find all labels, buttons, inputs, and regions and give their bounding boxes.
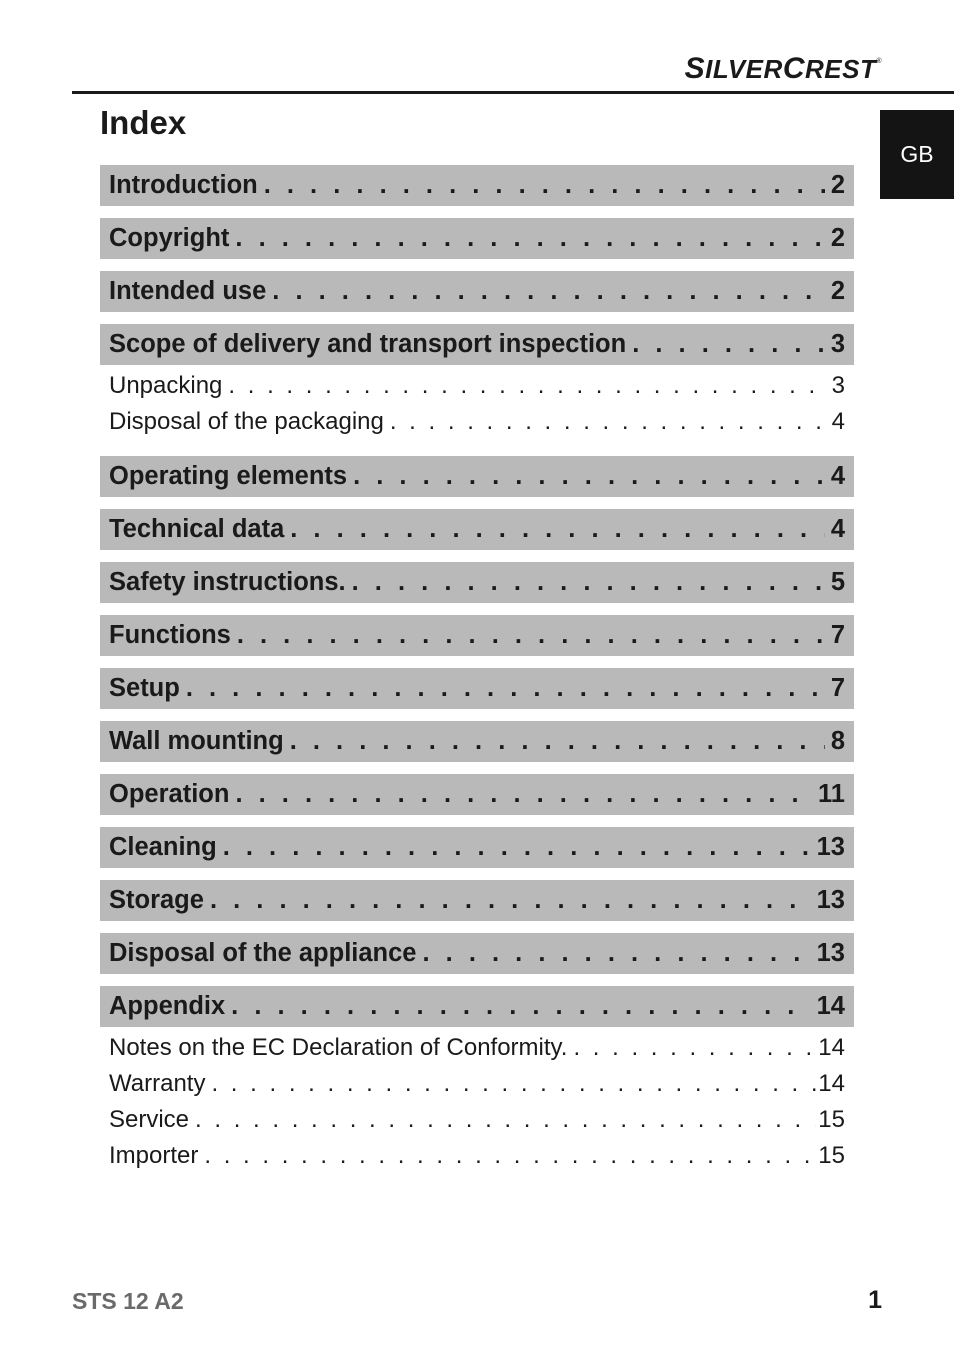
model-number: STS 12 A2 [72, 1288, 184, 1314]
toc-section-label: Disposal of the appliance [109, 939, 417, 967]
toc-section-page: 13 [816, 939, 845, 967]
toc-subsection-list [100, 365, 854, 440]
toc-leader-dots [235, 224, 824, 253]
toc-section-page: 3 [830, 330, 845, 358]
toc-section-label: Appendix [109, 992, 226, 1020]
toc-leader-dots [632, 330, 825, 359]
toc-section-page: 2 [830, 171, 845, 199]
toc-subsection-page: 3 [831, 372, 845, 399]
toc-leader-dots [186, 674, 825, 703]
toc-subsection[interactable] [109, 1102, 845, 1138]
toc-leader-dots [237, 621, 825, 650]
toc-leader-dots [272, 277, 825, 306]
toc-section-page: 14 [816, 992, 845, 1020]
toc-section-page: 7 [830, 674, 845, 702]
toc-section-label: Setup [109, 674, 180, 702]
brand-logo [685, 52, 882, 86]
toc-section[interactable] [100, 218, 854, 259]
brand-text: REST [804, 54, 877, 84]
toc-subsection[interactable] [109, 404, 845, 440]
toc-section-label: Intended use [109, 277, 267, 305]
brand-letter: S [684, 52, 706, 85]
toc-section-page: 13 [816, 833, 845, 861]
toc-section-page: 7 [830, 621, 845, 649]
toc-subsection-label: Importer [109, 1142, 199, 1169]
page-title: Index [100, 104, 187, 141]
toc-leader-dots [204, 1142, 816, 1170]
toc-section[interactable] [100, 827, 854, 868]
toc-subsection-label: Service [109, 1106, 190, 1133]
toc-section[interactable] [100, 324, 854, 365]
toc-section[interactable] [100, 986, 854, 1027]
toc-leader-dots [231, 992, 810, 1021]
registered-mark: ® [876, 58, 882, 65]
toc-section[interactable] [100, 774, 854, 815]
toc-section-page: 2 [830, 224, 845, 252]
toc-subsection[interactable] [109, 1066, 845, 1102]
toc-leader-dots [353, 462, 825, 491]
table-of-contents [100, 165, 854, 1190]
toc-section-page: 2 [830, 277, 845, 305]
toc-subsection-label: Warranty [109, 1070, 206, 1097]
toc-subsection[interactable] [109, 1030, 845, 1066]
toc-leader-dots [390, 408, 830, 436]
toc-leader-dots [211, 1070, 816, 1098]
toc-section-label: Storage [109, 886, 204, 914]
toc-section-label: Copyright [109, 224, 230, 252]
toc-leader-dots [573, 1034, 816, 1062]
toc-leader-dots [228, 372, 829, 400]
toc-section-label: Safety instructions. [109, 568, 346, 596]
toc-leader-dots [195, 1106, 816, 1134]
toc-section-label: Scope of delivery and transport inspection [109, 330, 627, 358]
toc-section-page: 4 [830, 515, 845, 543]
toc-subsection-page: 14 [818, 1034, 845, 1061]
toc-section-label: Cleaning [109, 833, 217, 861]
toc-section[interactable] [100, 271, 854, 312]
toc-subsection[interactable] [109, 368, 845, 404]
toc-subsection-page: 15 [818, 1142, 845, 1169]
toc-subsection-page: 15 [818, 1106, 845, 1133]
toc-section[interactable] [100, 668, 854, 709]
brand-letter: C [782, 52, 805, 85]
toc-leader-dots [223, 833, 811, 862]
toc-section-label: Introduction [109, 171, 258, 199]
toc-section[interactable] [100, 509, 854, 550]
toc-section-label: Operation [109, 780, 230, 808]
toc-section[interactable] [100, 615, 854, 656]
toc-section-label: Wall mounting [109, 727, 284, 755]
toc-section[interactable] [100, 165, 854, 206]
toc-leader-dots [352, 568, 825, 597]
brand-text: ILVER [705, 54, 783, 84]
toc-section[interactable] [100, 880, 854, 921]
toc-subsection-label: Unpacking [109, 372, 223, 399]
toc-section-page: 11 [818, 780, 845, 808]
toc-leader-dots [290, 515, 825, 544]
toc-section-label: Operating elements [109, 462, 348, 490]
toc-subsection-label: Notes on the EC Declaration of Conformity. [109, 1034, 568, 1061]
header-rule [72, 91, 954, 94]
toc-section[interactable] [100, 721, 854, 762]
toc-subsection-label: Disposal of the packaging [109, 408, 384, 435]
toc-section-page: 13 [816, 886, 845, 914]
page-number: 1 [868, 1286, 882, 1314]
toc-section[interactable] [100, 456, 854, 497]
toc-section-page: 4 [830, 462, 845, 490]
toc-section-label: Technical data [109, 515, 285, 543]
toc-leader-dots [210, 886, 811, 915]
toc-section-page: 5 [830, 568, 845, 596]
toc-section[interactable] [100, 562, 854, 603]
language-tab-label: GB [900, 141, 934, 167]
toc-subsection[interactable] [109, 1138, 845, 1174]
toc-subsection-page: 14 [818, 1070, 845, 1097]
toc-leader-dots [235, 780, 812, 809]
toc-section-page: 8 [830, 727, 845, 755]
toc-section-label: Functions [109, 621, 231, 649]
toc-leader-dots [422, 939, 810, 968]
language-tab [880, 110, 954, 199]
toc-section[interactable] [100, 933, 854, 974]
toc-leader-dots [290, 727, 825, 756]
toc-leader-dots [264, 171, 825, 200]
toc-subsection-page: 4 [831, 408, 845, 435]
toc-subsection-list [100, 1027, 854, 1174]
